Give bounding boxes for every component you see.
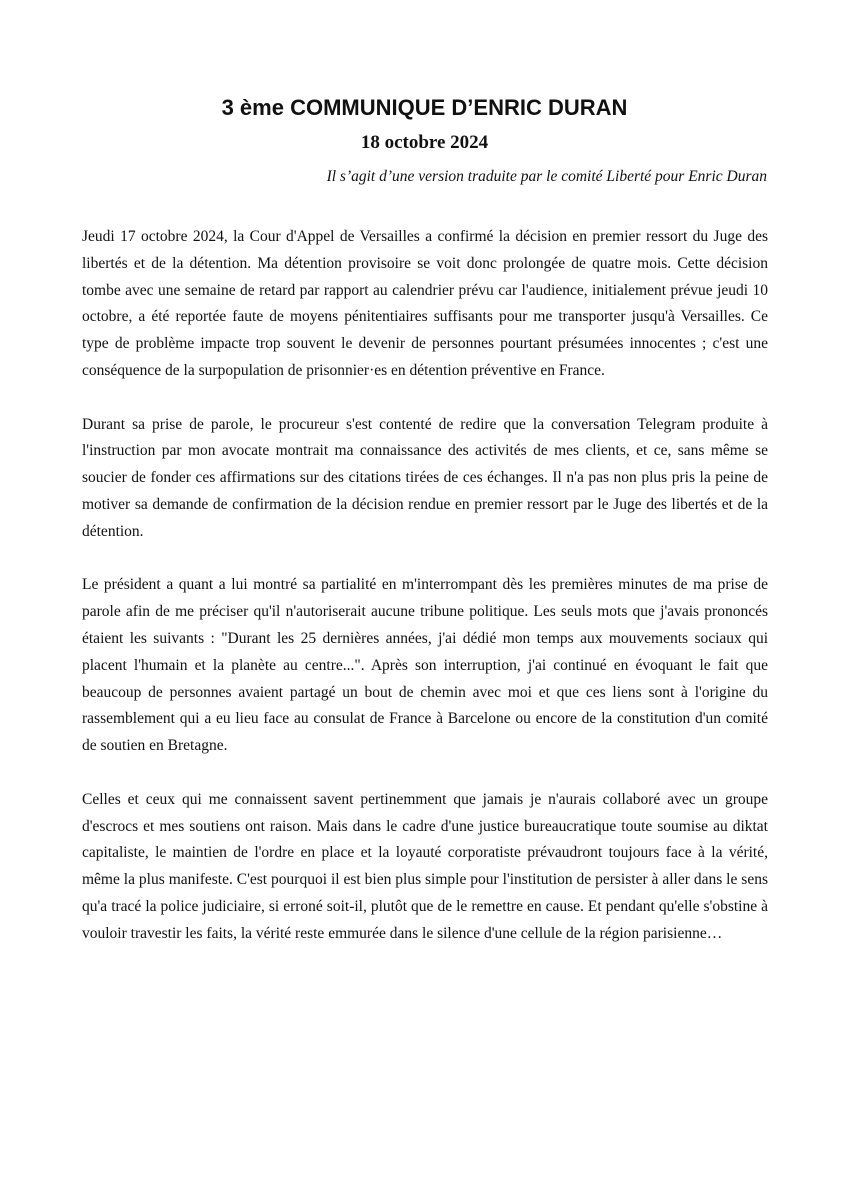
- paragraph-2: Durant sa prise de parole, le procureur s'est contenté de redire que la conversation Telegram produite à l'instruction par mon avocate montrait ma connaissance des activités de mes clients, et ce, sans même se soucier de fonder ces affirmations sur des citations tirées de ces échanges. Il n'a pas non plus pris la peine de motiver sa demande de confirmation de la décision rendue en premier ressort par le Juge des libertés et de la détention.: [82, 415, 768, 540]
- document-date: 18 octobre 2024: [360, 132, 489, 153]
- translation-note: Il s’agit d’une version traduite par le comité Liberté pour Enric Duran: [326, 168, 767, 185]
- paragraph-3: Le président a quant a lui montré sa partialité en m'interrompant dès les premières minutes de ma prise de parole afin de me préciser qu'il n'autoriserait aucune tribune politique. Les seuls mots que j'avais prononcés étaient les suivants : "Durant les 25 dernières années, j'ai dédié mon temps aux mouvements sociaux qui placent l'humain et la planète au centre...". Après son interruption, j'ai continué en évoquant le fait que beaucoup de personnes avaient partagé un bout de chemin avec moi et que ces liens sont à l'origine du rassemblement qui a eu lieu face au consulat de France à Barcelone ou encore de la constitution d'un comité de soutien en Bretagne.: [82, 576, 768, 755]
- paragraph-4: Celles et ceux qui me connaissent savent pertinemment que jamais je n'aurais collaboré avec un groupe d'escrocs et mes soutiens ont raison. Mais dans le cadre d'une justice bureaucratique toute soumise au diktat capitaliste, le maintien de l'ordre en place et la loyauté corporatiste prévaudront toujours face à la vérité, même la plus manifeste. C'est pourquoi il est bien plus simple pour l'institution de persister à aller dans le sens qu'a tracé la police judiciaire, si erroné soit-il, plutôt que de le remettre en cause. Et pendant qu'elle s'obstine à vouloir travestir les faits, la vérité reste emmurée dans le silence d'une cellule de la région parisienne…: [82, 790, 768, 942]
- document-body: [82, 224, 768, 974]
- paragraph-1: Jeudi 17 octobre 2024, la Cour d'Appel de Versailles a confirmé la décision en premier ressort du Juge des libertés et de la détention. Ma détention provisoire se voit donc prolongée de quatre mois. Cette décision tombe avec une semaine de retard par rapport au calendrier prévu car l'audience, initialement prévue jeudi 10 octobre, a été reportée faute de moyens pénitentiaires suffisants pour me transporter jusqu'à Versailles. Ce type de problème impacte trop souvent le devenir de personnes pourtant présumées innocentes ; c'est une conséquence de la surpopulation de prisonnier·es en détention préventive en France.: [82, 228, 768, 379]
- document-title: 3 ème COMMUNIQUE D’ENRIC DURAN: [221, 95, 628, 120]
